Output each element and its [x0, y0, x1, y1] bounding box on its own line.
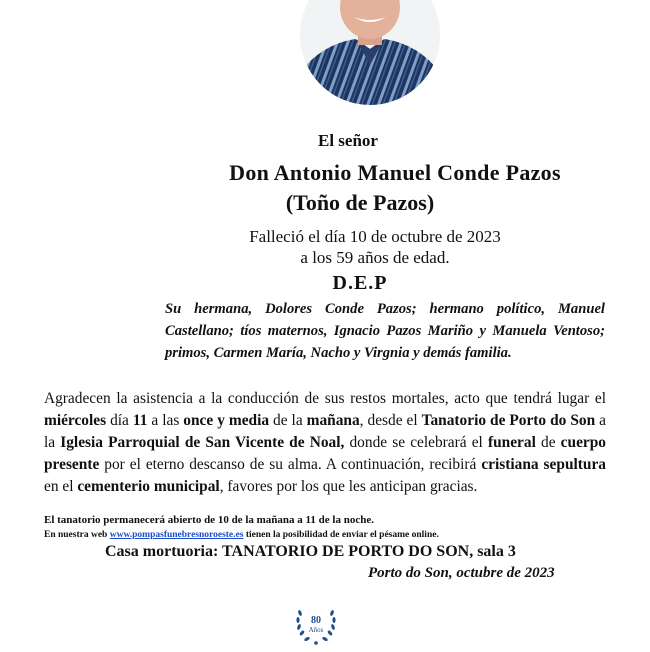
deceased-nickname: (Toño de Pazos)	[285, 190, 435, 215]
body-bold: cristiana sepultura	[481, 456, 606, 473]
body-bold: once y media	[183, 412, 270, 429]
web-note-text: En nuestra web	[44, 530, 110, 540]
anniversary-logo	[292, 603, 340, 647]
body-text: de la	[269, 412, 307, 429]
body-text: , desde el	[359, 412, 422, 429]
place-and-date: Porto do Son, octubre de 2023	[368, 565, 555, 581]
portrait-photo	[300, 0, 440, 105]
dep-heading: D.E.P	[332, 272, 388, 294]
tanatorio-hours-note: El tanatorio permanecerá abierto de 10 de la mañana a 11 de la noche.	[44, 514, 374, 526]
body-bold: funeral	[487, 434, 536, 451]
logo-number: 80	[311, 615, 321, 626]
body-bold: cuerpo presente	[44, 434, 606, 473]
title-senor: El señor	[318, 131, 378, 150]
body-bold: Tanatorio de Porto do Son	[421, 412, 596, 429]
body-bold: mañana	[306, 412, 360, 429]
body-text: de	[535, 434, 561, 451]
portrait-illustration	[300, 0, 440, 105]
web-note-text: tienen la posibilidad de enviar el pésame online.	[243, 530, 439, 540]
body-text: día	[106, 412, 133, 429]
death-date: Falleció el día 10 de octubre de 2023	[249, 227, 501, 246]
body-bold: Iglesia Parroquial de San Vicente de Noal,	[60, 434, 345, 451]
body-text: en el	[44, 478, 78, 495]
deceased-name: Don Antonio Manuel Conde Pazos	[229, 160, 561, 185]
body-text: por el eterno descanso de su alma. A continuación, recibirá	[99, 456, 482, 473]
website-link[interactable]: www.pompasfunebresnoroeste.es	[109, 530, 244, 540]
body-text: , favores por los que les anticipan gracias.	[219, 478, 478, 495]
age-at-death: a los 59 años de edad.	[300, 248, 450, 267]
web-condolence-note	[44, 530, 439, 540]
body-bold: cementerio municipal	[77, 478, 220, 495]
body-text: Agradecen la asistencia a la conducción de sus restos mortales, acto que tendrá lugar el	[44, 390, 606, 407]
laurel-wreath-icon	[292, 603, 340, 647]
body-bold: miércoles	[44, 412, 107, 429]
casa-mortuoria: Casa mortuoria: TANATORIO DE PORTO DO SON, sala 3	[105, 543, 516, 560]
body-text: a las	[147, 412, 184, 429]
body-text: donde se celebrará el	[344, 434, 488, 451]
family-list: Su hermana, Dolores Conde Pazos; hermano político, Manuel Castellano; tíos maternos, Ignacio Pazos Mariño y Manuela Ventoso; primos, Carmen María, Nacho y Virgnia y demás familia.	[165, 301, 605, 361]
logo-word: Años	[308, 626, 324, 634]
funeral-announcement	[44, 388, 606, 498]
body-bold: 11	[132, 412, 148, 429]
body-text: a la	[44, 412, 606, 451]
